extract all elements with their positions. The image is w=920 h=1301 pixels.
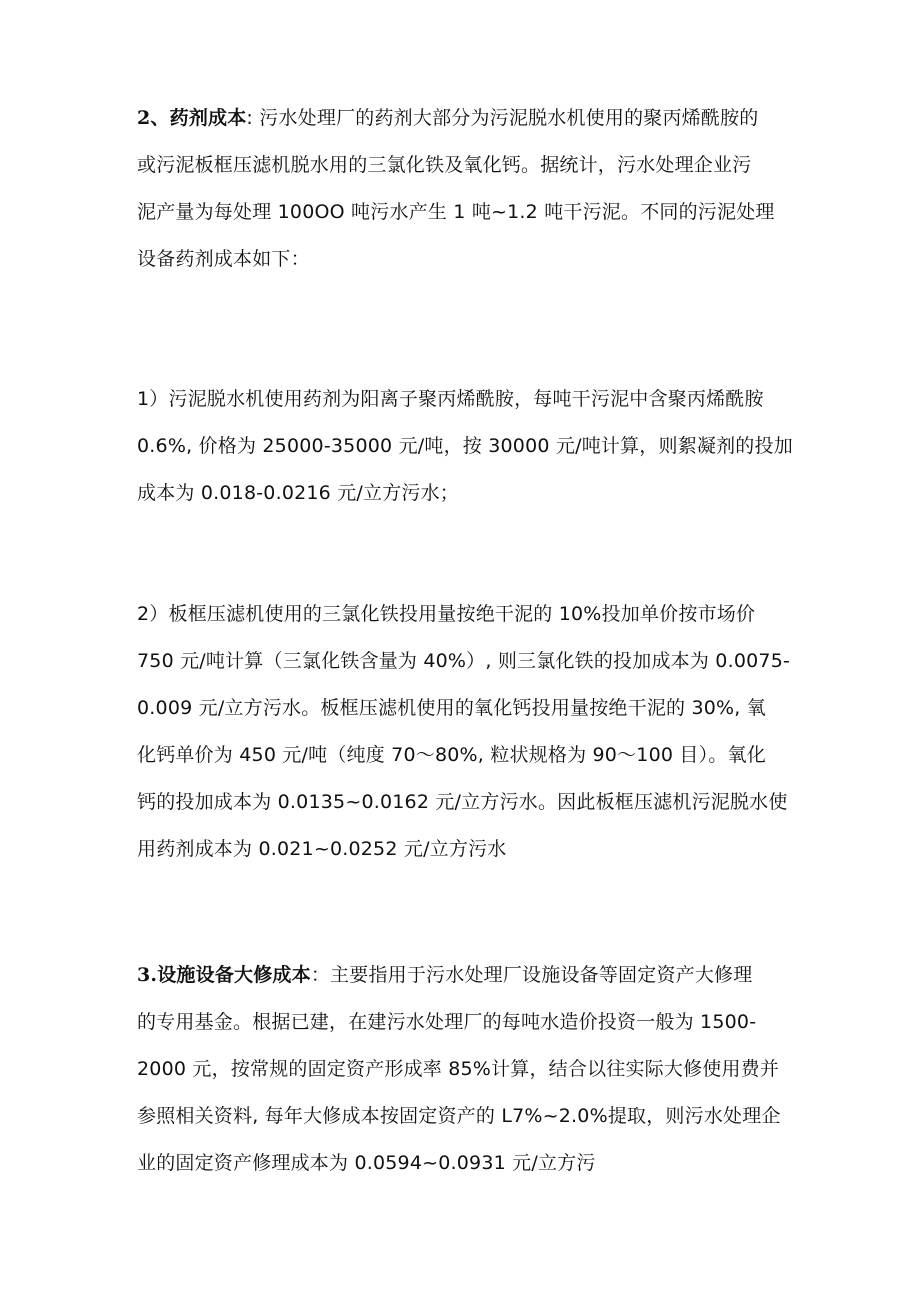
paragraph-line: 化钙单价为 450 元/吨（纯度 70～80%, 粒状规格为 90～100 目）。氧化 (137, 744, 766, 766)
paragraph-line: 业的固定资产修理成本为 0.0594~0.0931 元/立方污 (137, 1152, 596, 1174)
paragraph-line: 或污泥板框压滤机脱水用的三氯化铁及氧化钙。据统计，污水处理企业污 (137, 154, 752, 176)
paragraph-line: 0.6%, 价格为 25000-35000 元/吨，按 30000 元/吨计算，则絮凝剂的投加 (137, 435, 793, 457)
line-text: ：主要指用于污水处理厂设施设备等固定资产大修理 (310, 964, 753, 986)
paragraph-line (137, 952, 787, 999)
paragraph-line: 设备药剂成本如下： (137, 248, 310, 270)
section-heading: 2、药剂成本 (137, 107, 247, 129)
paragraph-line: 1）污泥脱水机使用药剂为阳离子聚丙烯酰胺，每吨干污泥中含聚丙烯酰胺 (137, 388, 764, 410)
paragraph-line: 2000 元，按常规的固定资产形成率 85%计算，结合以往实际大修使用费并 (137, 1058, 780, 1080)
paragraph-line: 2）板框压滤机使用的三氯化铁投用量按绝干泥的 10%投加单价按市场价 (137, 603, 756, 625)
paragraph-line: 750 元/吨计算（三氯化铁含量为 40%）, 则三氯化铁的投加成本为 0.0075- (137, 650, 791, 672)
paragraph-line: 0.009 元/立方污水。板框压滤机使用的氧化钙投用量按绝干泥的 30%, 氧 (137, 697, 766, 719)
paragraph-line: 用药剂成本为 0.021~0.0252 元/立方污水 (137, 838, 507, 860)
line-text: : 污水处理厂的药剂大部分为污泥脱水机使用的聚丙烯酰胺的 (246, 107, 759, 129)
paragraph-line: 成本为 0.018-0.0216 元/立方污水； (137, 482, 460, 504)
paragraph-line (137, 95, 787, 142)
section-plate-frame-press (137, 591, 791, 873)
paragraph-line: 泥产量为每处理 100OO 吨污水产生 1 吨~1.2 吨干污泥。不同的污泥处理 (137, 201, 775, 223)
paragraph-line: 的专用基金。根据已建，在建污水处理厂的每吨水造价投资一般为 1500- (137, 1011, 757, 1033)
paragraph-line: 钙的投加成本为 0.0135~0.0162 元/立方污水。因此板框压滤机污泥脱水使 (137, 791, 788, 813)
section-overhaul-cost (137, 952, 787, 1187)
section-heading: 3.设施设备大修成本 (137, 964, 311, 986)
paragraph-line: 参照相关资料, 每年大修成本按固定资产的 L7%~2.0%提取，则污水处理企 (137, 1105, 781, 1127)
section-chemical-cost (137, 95, 787, 283)
section-dewatering-machine (137, 376, 793, 517)
